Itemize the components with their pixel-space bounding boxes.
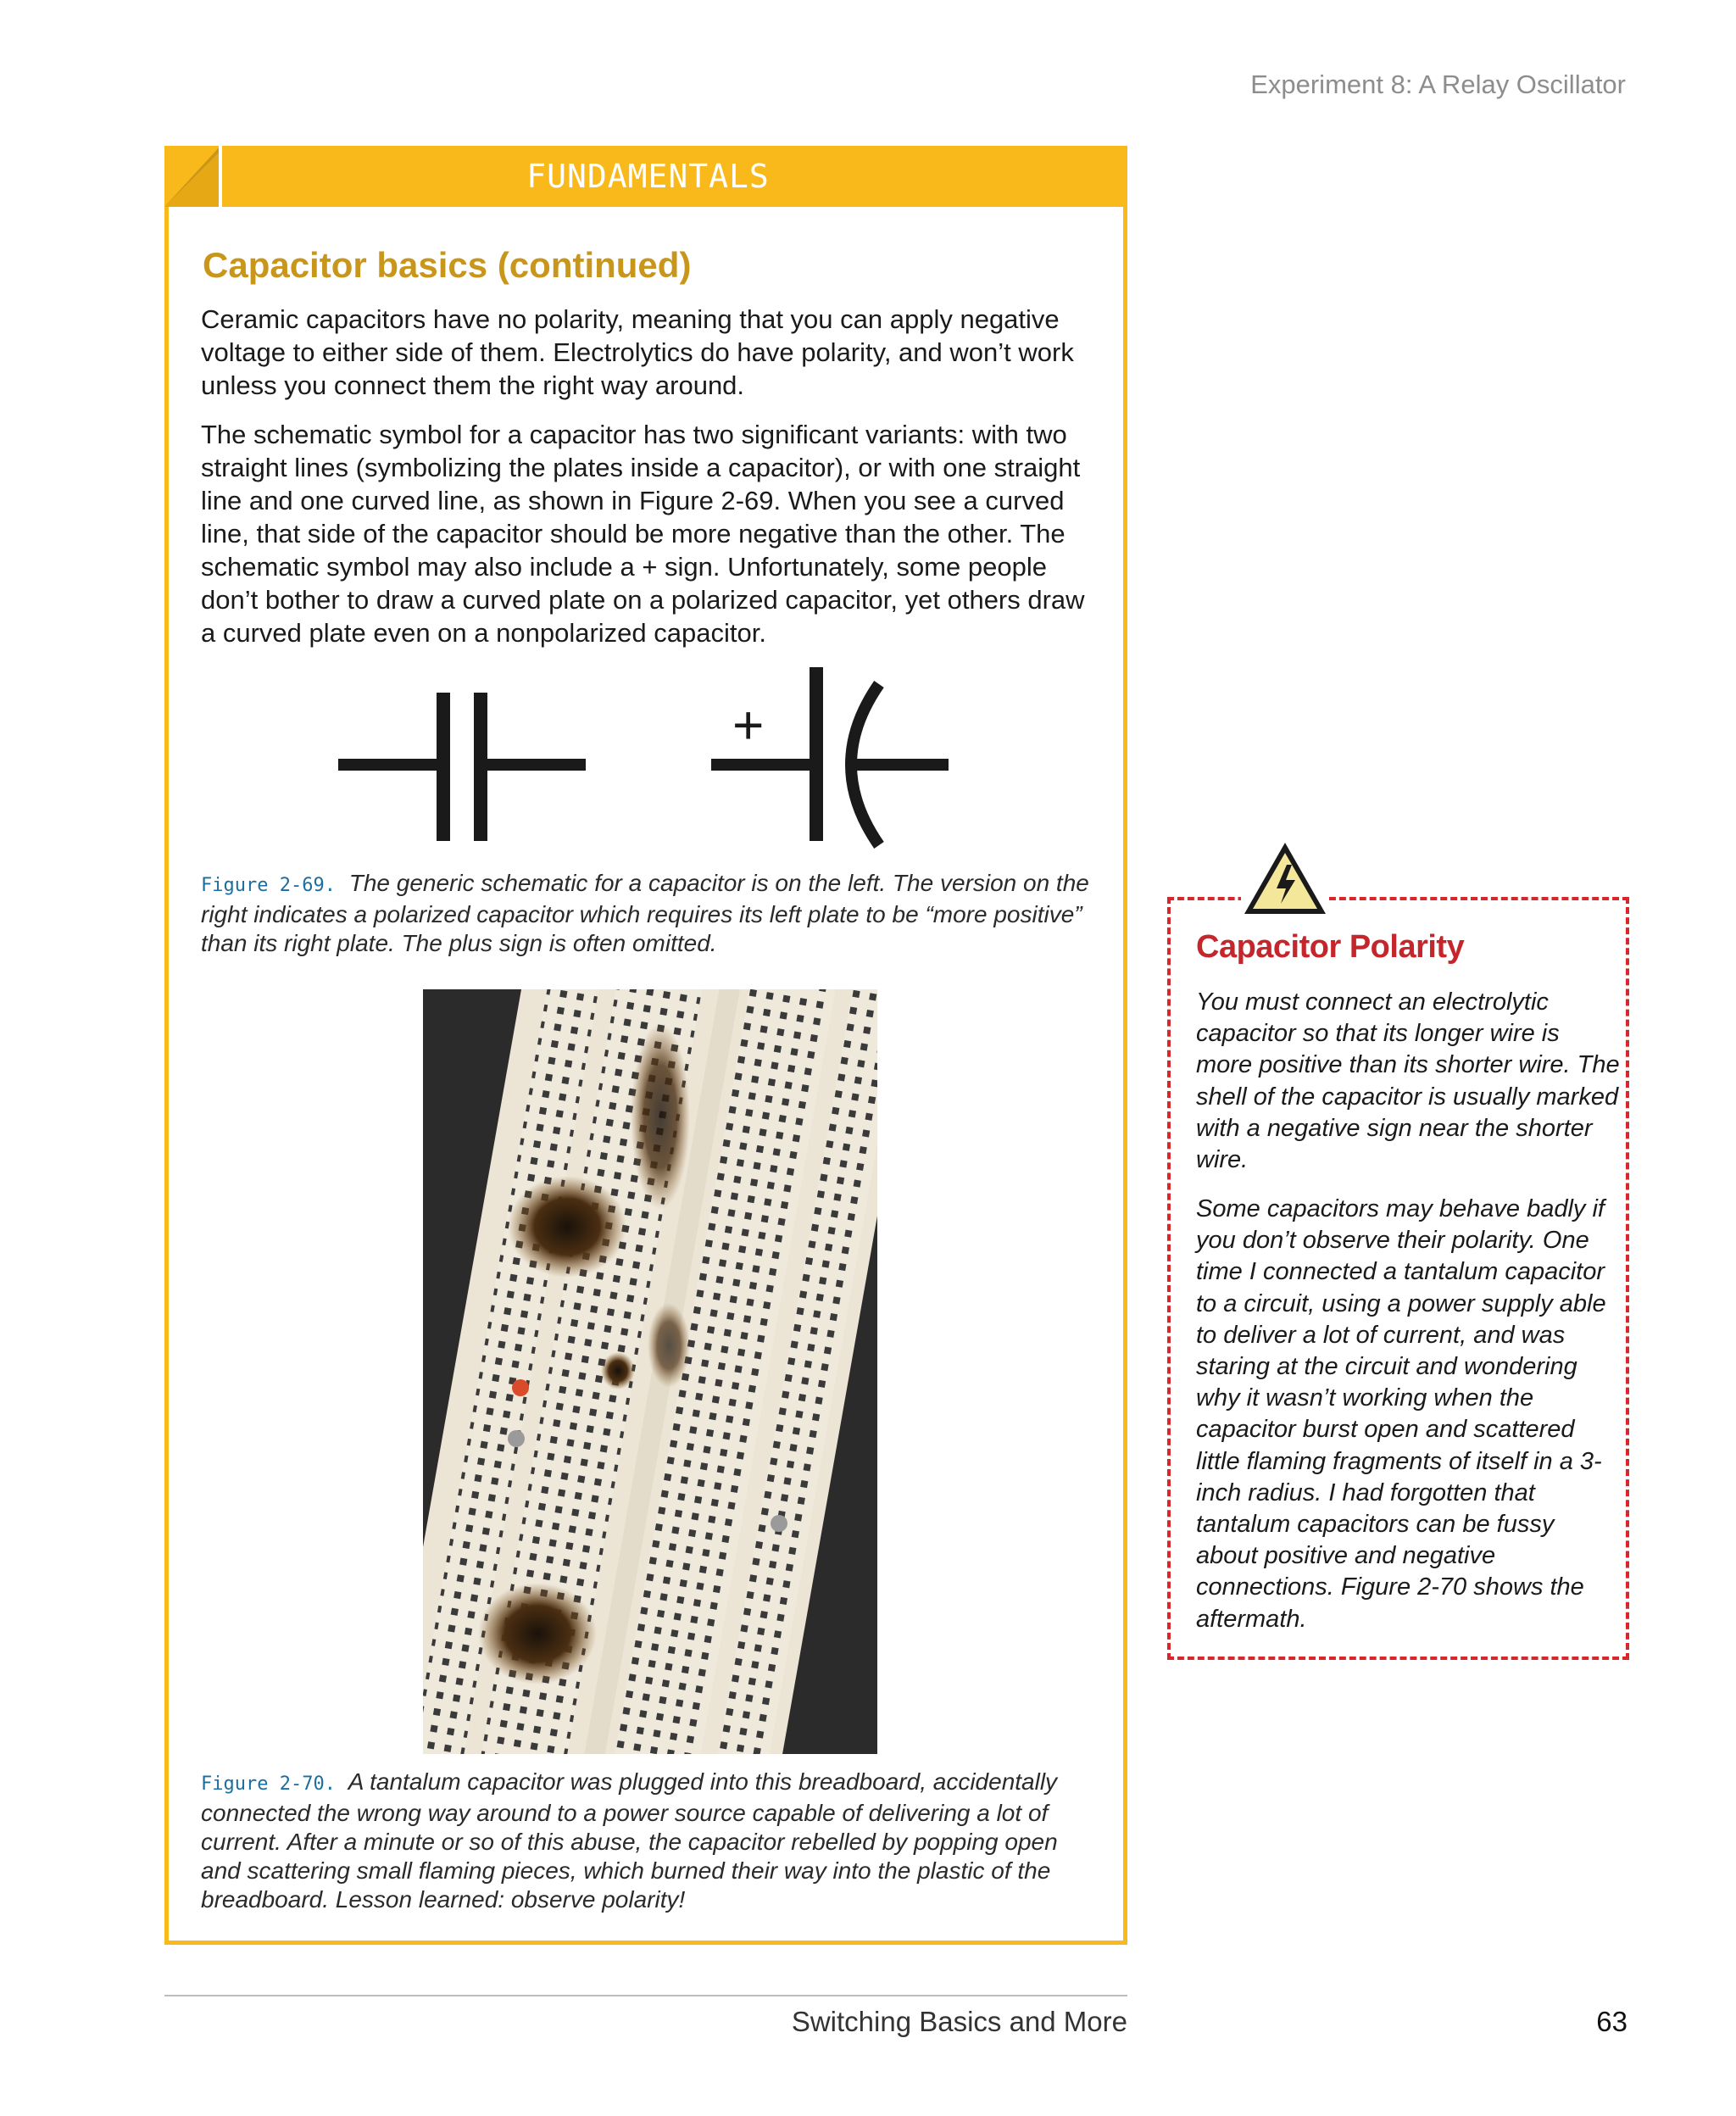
plus-sign: + — [732, 694, 765, 755]
fundamentals-header — [169, 146, 1127, 207]
body-paragraph: The schematic symbol for a capacitor has two significant variants: with two straight lines (symbolizing the plates inside a capacitor), or with one straight line and one curved line, as shown in Figure 2-69. When you see a curved line, that side of the capacitor should be more negative than the other. The schematic symbol may also include a + sign. Unfortunately, some people don’t bother to draw a curved plate on a polarized capacitor, yet others draw a curved plate even on a nonpolarized capacitor. — [201, 420, 1085, 648]
fundamentals-header-label: FUNDAMENTALS — [526, 158, 770, 195]
folded-corner-icon — [164, 146, 225, 207]
figure-caption — [201, 1768, 1099, 1914]
figure-caption-text: The generic schematic for a capacitor is on the left. The version on the right indicates a polarized capacitor which requires its left plate to be “more positive” than its right plate. The plus sign is often omitted. — [201, 870, 1089, 956]
figure-label: Figure 2-70. — [201, 1774, 336, 1795]
footer-section-title: Switching Basics and More — [791, 2006, 1127, 2037]
section-title: Capacitor basics (continued) — [203, 245, 692, 285]
polarized-capacitor-symbol — [711, 667, 949, 845]
burned-breadboard-photo — [423, 989, 877, 1754]
figure-label: Figure 2-69. — [201, 875, 336, 896]
warning-title: Capacitor Polarity — [1196, 929, 1465, 965]
fundamentals-box — [164, 146, 1127, 1945]
warning-box — [1167, 897, 1629, 1660]
warning-paragraph: Some capacitors may behave badly if you don’t observe their polarity. One time I connected a tantalum capacitor to a circuit, using a power supply able to deliver a lot of current, and was staring at the circuit and wondering why it wasn’t working when the capacitor burst open and scattered little flaming fragments of itself in a 3-inch radius. I had forgotten that tantalum capacitors can be fussy about positive and negative connections. Figure 2-70 shows the aftermath. — [1196, 1195, 1606, 1633]
figure-caption-text: A tantalum capacitor was plugged into this breadboard, accidentally connected the wrong way around to a power source capable of delivering a lot of current. After a minute or so of this abuse, the capacitor rebelled by popping open and scattering small flaming pieces, which burned their way into the plastic of the breadboard. Lesson learned: observe polarity! — [201, 1768, 1058, 1913]
capacitor-schematic-figure — [338, 667, 982, 1023]
running-head: Experiment 8: A Relay Oscillator — [1250, 70, 1626, 99]
nonpolarized-capacitor-symbol — [338, 693, 586, 841]
footer-rule — [164, 1995, 1127, 1996]
figure-caption — [201, 869, 1099, 958]
warning-icon — [1241, 839, 1329, 917]
page-number: 63 — [1596, 2006, 1628, 2037]
warning-paragraph: You must connect an electrolytic capacitor so that its longer wire is more positive than its shorter wire. The shell of the capacitor is usually marked with a negative sign near the shorter wire. — [1196, 988, 1620, 1174]
body-paragraph: Ceramic capacitors have no polarity, meaning that you can apply negative voltage to either side of them. Electrolytics do have polarity, and won’t work unless you connect them the right way around. — [201, 304, 1074, 400]
